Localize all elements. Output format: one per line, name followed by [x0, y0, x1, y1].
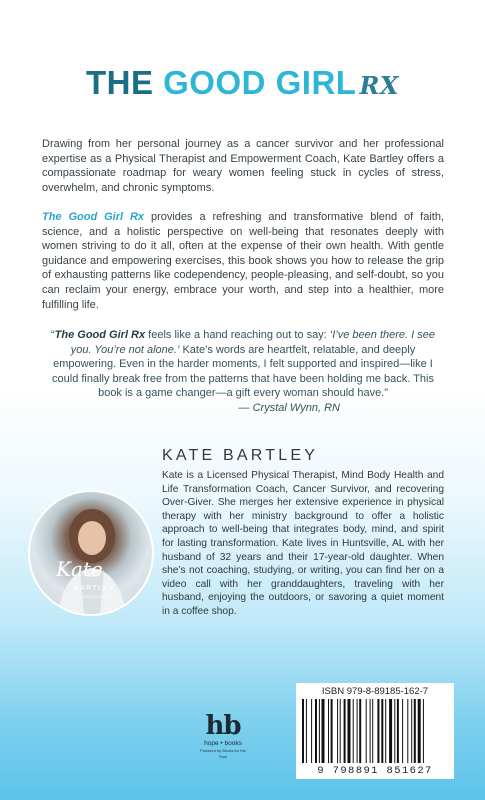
barcode-bar [340, 699, 341, 763]
barcode-bar [397, 699, 399, 763]
photo-script-text: Kate [56, 557, 103, 581]
barcode-bar [337, 699, 338, 763]
author-photo [28, 490, 154, 616]
quote-attribution: — Crystal Wynn, RN [238, 401, 340, 414]
intro-paragraph: Drawing from her personal journey as a cancer survivor and her professional expertise as a Physical Therapist and Empowerment Coach, Kate Bartley offers a compassionate roadmap for weary women feeling stuck in cycles of stress, overwhelm, and chronic symptoms. [42, 138, 444, 194]
barcode-bar [377, 699, 379, 763]
barcode-bar [322, 699, 325, 763]
author-bio: Kate is a Licensed Physical Therapist, Mind Body Health and Life Transformation Coach, Cancer Survivor, and recovering Over-Giver. She merges her extensive experience in physical therapy with her ministry background to offer a holistic approach to well-being that integrates body, mind, and spirit for lasting transformation. Kate lives in Huntsville, AL with her husband of 32 years and their 17-year-old daughter. When she’s not coaching, studying, or writing, you can find her on a video call with her granddaughters, traveling with her husband, enjoying the outdoors, or savoring a quiet moment in a coffee shop. [162, 470, 444, 617]
isbn-label: ISBN 979-8-89185-162-7 [321, 686, 429, 697]
author-portrait-illustration [30, 492, 152, 614]
barcode [302, 699, 448, 763]
barcode-bar [411, 699, 412, 763]
barcode-bar [423, 699, 424, 763]
book-title [0, 64, 485, 102]
barcode-bar [372, 699, 373, 763]
barcode-bar [414, 699, 416, 763]
barcode-bar [353, 699, 354, 763]
barcode-bar [389, 699, 392, 763]
barcode-bar [344, 699, 346, 763]
quote-open-mark: “ [51, 329, 55, 341]
photo-name-text: BARTLEY [74, 583, 116, 592]
quote-rest: Kate’s words are heartfelt, relatable, and deeply empowering. Even in the harder moments, I felt supported and inspired—like I could finally break free from the patterns that have been holding me back. This book is a game changer—a gift every woman should have.” [52, 343, 434, 400]
title-part-the: THE [85, 64, 164, 101]
barcode-bar [311, 699, 312, 763]
publisher-logo [198, 712, 248, 770]
barcode-digits: 9 798891 851627 [317, 765, 433, 777]
barcode-bar [328, 699, 329, 763]
barcode-bar [402, 699, 403, 763]
description-paragraph [42, 210, 444, 312]
barcode-bar [394, 699, 395, 763]
author-name: KATE BARTLEY [162, 447, 319, 464]
barcode-bar [357, 699, 358, 763]
barcode-bar [319, 699, 320, 763]
barcode-bar [418, 699, 421, 763]
barcode-bar [407, 699, 408, 763]
barcode-bar [359, 699, 361, 763]
quote-lead: feels like a hand reaching out to say: [145, 329, 330, 341]
barcode-bar [331, 699, 333, 763]
publisher-mark: hb [205, 711, 241, 741]
barcode-bar [306, 699, 307, 763]
barcode-bar [381, 699, 383, 763]
isbn-barcode-box [296, 683, 454, 779]
barcode-bar [302, 699, 304, 763]
barcode-bar [315, 699, 317, 763]
title-part-rx: RX [359, 71, 400, 100]
description-text: provides a refreshing and transformative blend of faith, science, and a holistic perspective on well-being that resonates deeply with women striving to do it all, often at the expense of their own health. With gentle guidance and empowering exercises, this book shows you how to release the grip of exhausting patterns like codependency, people-pleasing, and self-doubt, so you can reclaim your energy, embrace your worth, and step into a healthier, more fulfilling life. [42, 211, 444, 311]
barcode-bar [370, 699, 371, 763]
quote-book-title: The Good Girl Rx [54, 329, 146, 341]
publisher-tagline: Powered by Books for the Soul [200, 748, 246, 759]
barcode-bar [385, 699, 386, 763]
endorsement-quote [48, 328, 438, 416]
barcode-bar [348, 699, 351, 763]
barcode-bar [366, 699, 367, 763]
title-part-good-girl: GOOD GIRL [163, 64, 357, 101]
photo-sub-text: COACHING [82, 594, 113, 599]
publisher-name: hope • books [204, 740, 242, 747]
description-book-title: The Good Girl Rx [42, 211, 145, 223]
quote-spoken: ‘I’ve been there. I see you. You’re not alone.’ [70, 329, 435, 356]
